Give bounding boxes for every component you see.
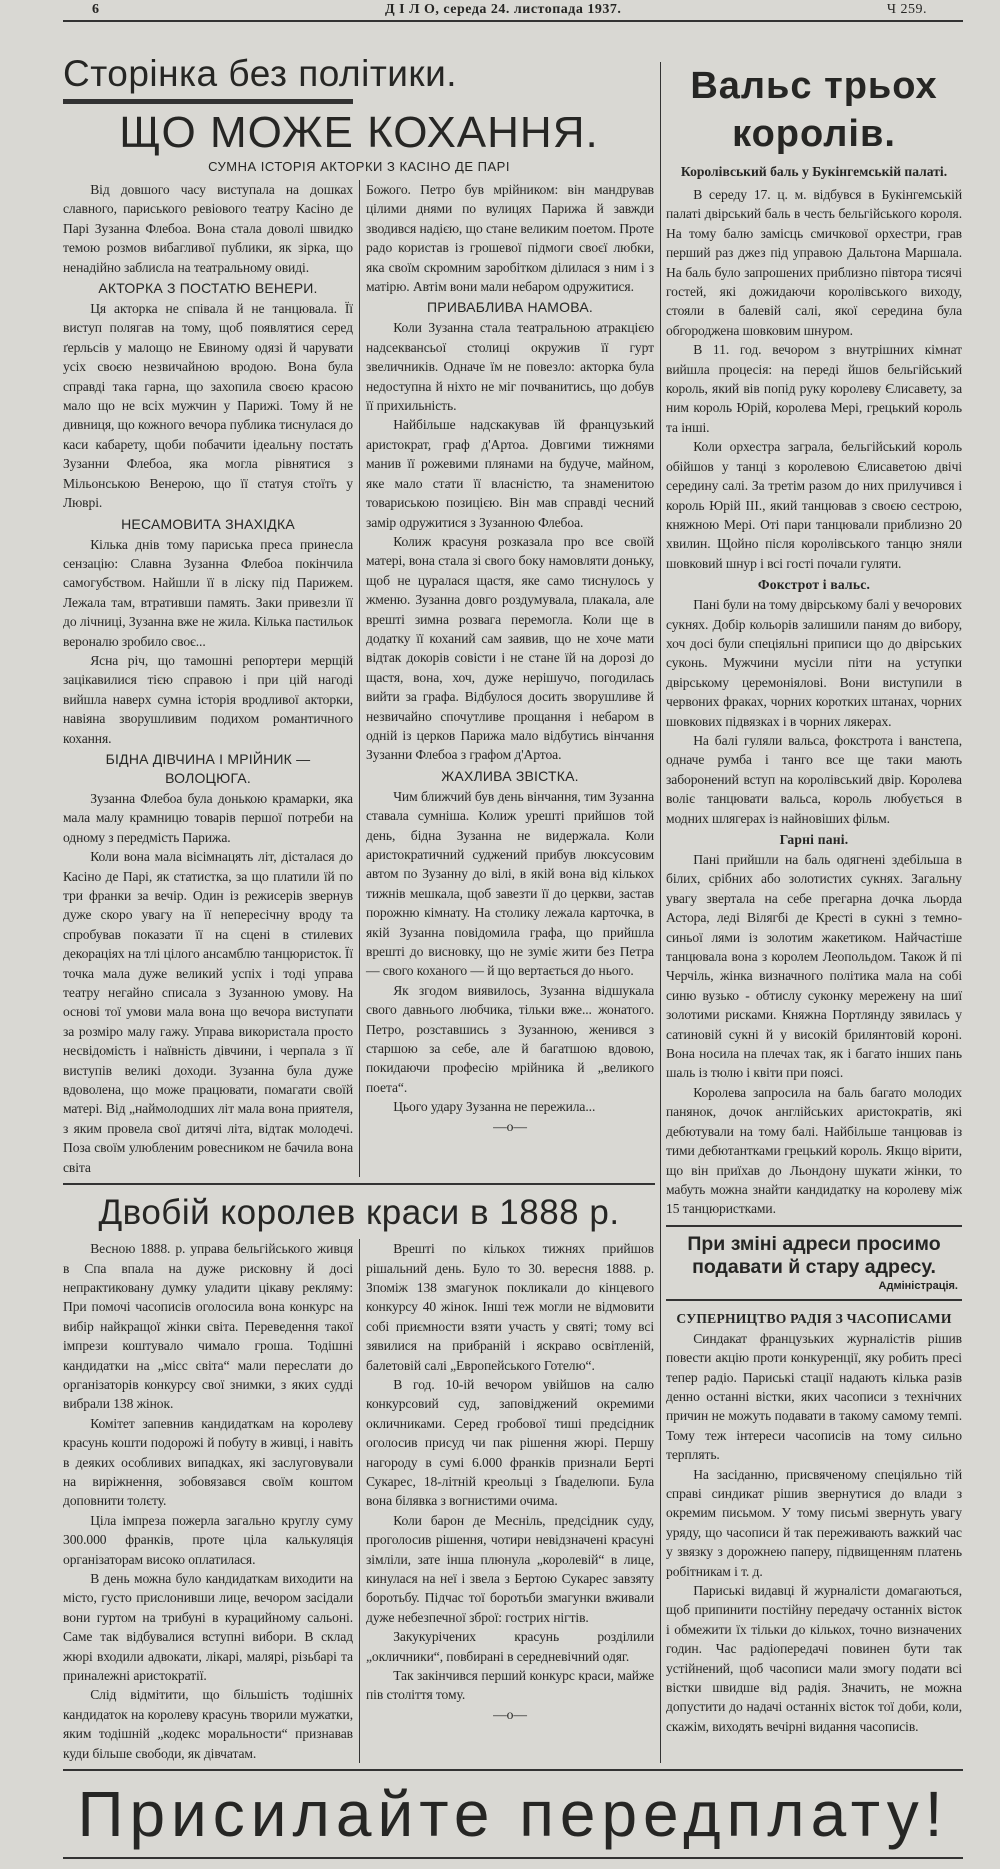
- end-mark: —o—: [493, 1706, 527, 1722]
- paragraph: Як згодом виявилось, Зузанна відшукала свого давнього любчика, тільки вже... жонатого. Петро, розставшись з Зузанною, женився з старшою за себе, але й багатшою вдовою, покидаючи професію мрійника й „великого поета“.: [366, 982, 654, 1095]
- section-title-underline: [63, 99, 353, 104]
- paragraph: Божого. Петро був мрійником: він мандрував цілими днями по вулицях Парижа й завжди зводився надією, що стане великим поетом. Проте радо користав із грошевої підмоги своєї любки, яка своїм скромним заробітком ділилася з ним і з матірю. Автім вони мали небаром одружитися.: [366, 182, 654, 295]
- newspaper-page: [63, 0, 963, 1869]
- article1-column-1: [63, 180, 353, 1177]
- paragraph: Кілька днів тому париська преса принесла сензацію: Славна Зузанна Флебоа покінчила самогубством. Найшли її в ліску під Парижем. Лежала там, втративши память. Заки привезли її до лічниці, Зузанна вже не жила. Кілька пастильок вероналю зробило своє...: [63, 536, 353, 649]
- section-heading: СУПЕРНИЦТВО РАДІЯ З ЧАСОПИСАМИ: [676, 1310, 952, 1326]
- paragraph: Комітет запевнив кандидаткам на королеву красунь кошти подорожі й побуту в живці, і навіть в деяких особливих випадках, які заслуговували на виріжнення, зобовязався своїм коштом доповнити толєту.: [63, 1415, 353, 1509]
- section-heading: ЖАХЛИВА ЗВІСТКА.: [441, 767, 579, 784]
- column-divider: [359, 1239, 360, 1763]
- article2-columns: [63, 1239, 655, 1763]
- paragraph: Від довшого часу виступала на дошках славного, париського ревіового театру Касіно де Парі Зузанна Флебоа. Вона стала доволі швидко темою розмов вибагливої публики, як зірка, що ненадійно заблисла на театральному овиді.: [63, 182, 353, 275]
- section-heading: НЕСАМОВИТА ЗНАХІДКА: [121, 515, 295, 532]
- paragraph: Закукурічених красунь розділили „окличники“, повбирані в середневічний одяг.: [366, 1629, 654, 1664]
- paragraph: Коли орхестра заграла, бельгійський король обійшов у танці з королевою Єлисаветою двічі середину салі. За третім разом до них прилучився і король Юрій ІІІ., який танцював з своєю сестрою, княжною Мері. Оті пари танцювали приблизно 20 хвилин. Щойно після королівського танцю зняли шовковий шнур і всі гості почали гуляти.: [666, 439, 962, 571]
- article-subtitle: СУМНА ІСТОРІЯ АКТОРКИ З КАСІНО ДЕ ПАРІ: [208, 159, 510, 174]
- column-divider: [660, 62, 661, 1763]
- paragraph: Коли вона мала вісімнацять літ, дісталася до Касіно де Парі, як статистка, за що платили їй по три франки за вечір. Один із режисерів звернув дуже скоро увагу на її непересічну вроду та спробував показати її на сцені в стилевих декораціях на тлі цілого ансамблю танцюристок. Її точка мала дуже великий успіх і тоді управа театру негайно списала з Зузанною умову. На основі тої умови мала вона що вечора виступати за розміро малу гажу. Управа використала просто несвідомість і наївність дівчини, і черпала з її виступів великі доходи. Зузанна була дуже вдоволена, що може працювати, помагати своїй матері. Від „наймолодших літ мала вона приятеля, з яким провела свої дитячі літа, відтак молодечі. Поза своїм улюбленим ровесником не бачила вона світа: [63, 849, 353, 1175]
- article2-column-1: [63, 1239, 353, 1763]
- section-heading: Гарні пані.: [779, 832, 849, 847]
- paragraph: Цього удару Зузанна не пережила...: [393, 1099, 596, 1115]
- paragraph: Пані прийшли на баль одягнені здебільша в білих, срібних або золотистих сукнях. Загальну увагу звертала на себе прегарна дочка льорда Астора, леді Вілягбі де Кресті в сукні з темно-синьої лями із золотим жакетиком. Найчастіше танцювала вона з королем Леопольдом. Також й пі Черчіль, жінка визначного політика мала на собі синю вузько - обтислу суконку мережену на шиї золотими рисками. Княжна Портлянду зявилась у сатиновій сукні й у високій брилянтовій короні. Вона носила на плечах так, як і багато інших пань шаль із тюлю і квіти при поясі.: [666, 852, 962, 1081]
- notice-rule-top: [666, 1225, 962, 1227]
- paragraph: Ціла імпреза пожерла загально круглу суму 300.000 франків, проте ціла калькуляція організаторам високо оплатилася.: [63, 1512, 353, 1567]
- page-number: 6: [92, 2, 100, 17]
- radio-article-column: [666, 1307, 962, 1737]
- notice-signature: Адміністрація.: [878, 1279, 958, 1292]
- paragraph: Чим ближчий був день вінчання, тим Зузанна ставала сумніша. Колиж урешті прийшов той день, бідна Зузанна не видержала. Коли аристократичний суджений прибув люксусовим автом по Зузанну до вілі, в якій вона від кількох тижнів мешкала, щоб завезти її до церкви, застав порожню кімнату. На столику лежала карточка, в якій Зузанна повідомила графа, що прийшла врешті до висновку, що не зуміє жити без Петра — свого коханого — й що вертається до нього.: [366, 788, 654, 979]
- paragraph: Ясна річ, що тамошні репортери мерщій зацікавилися тією справою і при цій нагоді вийшла наверх сумна історія вродливої акторки, навіяна зворушливим подихом романтичного кохання.: [63, 652, 353, 746]
- section-heading: ПРИВАБЛИВА НАМОВА.: [427, 299, 593, 316]
- notice-text: При зміні адреси просимо подавати й стару адресу.: [687, 1232, 941, 1278]
- article-title: Вальс трьох королів.: [690, 65, 938, 155]
- end-mark: —o—: [493, 1118, 527, 1134]
- paragraph: На балі гуляли вальса, фокстрота і ванстепа, одначе румба і танго все ще таки мають заборонений вступ на королівський двір. Королева воліє танцювати вальса, король любується в модних шлягерах із найновіших фільм.: [666, 732, 962, 826]
- page-body: [63, 22, 963, 1763]
- paragraph: Найбільше надскакував їй французький аристократ, граф д'Артоа. Довгими тижнями манив її рожевими плянами на будуче, майном, яке мало стати її власністю, та знаменитою товариською позицією. Він мав справді чесний замір одружитися з Зузанною Флебоа.: [366, 417, 654, 530]
- section-heading: Фокстрот і вальс.: [757, 577, 871, 593]
- section-heading: БІДНА ДІВЧИНА І МРІЙНИК — ВОЛОЦЮГА.: [105, 750, 311, 786]
- paragraph: Слід відмітити, що більшість тодішніх кандидаток на королеву красунь творили мужатки, яким тодішній „кодекс моральности“ признавав куди більше свободи, як дівчатам.: [63, 1687, 353, 1761]
- paragraph: Зузанна Флебоа була донькою крамарки, яка мала малу крамницю товарів першої потреби на одному з передмість Парижа.: [63, 790, 353, 845]
- paragraph: Колиж красуня розказала про все своїй матері, вона стала зі свого боку намовляти доньку, щоб не цуралася щастя, яке само тиснулось у жменю. Зузанна довго роздумувала, плакала, але врешті зимна розвага перемогла. Коли ще в додатку її коханий сам заявив, що не хоче мати відтак докорів совісти і не стане їй на дорозі до щастя, вона, хоч, дуже нерішучо, погодилась вийти за графа. Відбулося досить зворушливе й незвичайно спочутливе прощання і небаром в одній із церков Парижа мало відбутись вінчання Зузанни Флебоа з графом д'Артоа.: [366, 533, 654, 763]
- paragraph: Весною 1888. р. управа бельгійського живця в Спа впала на дуже рисковну й досі непрактиковану думку уладити цікаву рекляму: При помочі часописів оголосила вона конкурс на вибір найкращої жінки світа. Переведення такої імпрези коштувало чимало гроша. Тодішні кандидатки на „місс світа“ мали переслати до організаторів конкурсу свої знимки, з яких судді вибрали 138 жінок.: [63, 1241, 353, 1412]
- paragraph: Ця акторка не співала й не танцювала. Її виступ полягав на тому, щоб появлятися серед ґерльсів у малощо не Евиному одязі й чарувати усіх своєю незвичайною вродою. Вона була справді така гарна, що захопила своєю красою мало що не всіх мужчин у Парижі. Тому й не дивниця, що кожного вечора публика тиснулася до каси кабарету, щоби побачити ідеальну постать Зузанни Флебоа, яка могла рівнятися з Мільонською Венерою, що її статуя стоїть у Люврі.: [63, 301, 353, 511]
- address-notice: [666, 1233, 962, 1293]
- paragraph: В год. 10-ій вечором увійшов на салю конкурсовий суд, заповіджений окремими окличниками. Серед гробової тиші предсідник оголосив присуд чи пак рішення жюрі. Першу нагороду в сумі 6.000 франків признали Берті Сукарес, 18-літній креольці з Ґваделюпи. Була вона білявка з вогнистими очима.: [366, 1376, 654, 1509]
- paragraph: Врешті по кількох тижнях прийшов рішальний день. Було то 30. вересня 1888. р. Зпоміж 138 змагунок покликали до кінцевого конкурсу 40 жінок. Інші теж могли не відмовити собі приємности взяти участь у святі; тому всі зявилися на прибраній і яскраво освітленій, балетовій салі „Европейського Готелю“.: [366, 1241, 654, 1373]
- paragraph: В середу 17. ц. м. відбувся в Букінгемській палаті двірський баль в честь бельгійського короля. На тому балю замісць смичкової орхестри, грав перший раз джез під управою Дальтона Маршала. На баль було запрошених приблизно півтора тисячі гостей, які дожидаючи королівського виходу, стояли в балевій салі, якої середина була обгороджена шовковим шнуром.: [666, 187, 962, 338]
- right-area: [666, 22, 962, 1736]
- paragraph: Так закінчився перший конкурс краси, майже пів століття тому.: [366, 1668, 654, 1703]
- paragraph: На засіданню, присвяченому спеціяльно тій справі синдикат рішив звернутися до влади з окремим письмом. У тому письмі звернуть увагу уряду, що часописи й так переживають важкий час у звязку з дорожнею паперу, підвищенням платень робітникам і т. д.: [666, 1466, 962, 1579]
- paragraph: Пані були на тому двірському балі у вечорових сукнях. Добір кольорів залишили паням до вибору, хоч досі були спеціяльні приписи що до двірських суконь. Мужчини мусіли піти на уступки двірському церемоніялові. Вони виступили в червоних фраках, чорних коротких штанах, чорних шовкових підвязках і в чорних лякерах.: [666, 597, 962, 729]
- section-title: Сторінка без політики.: [63, 53, 458, 94]
- paragraph: Коли барон де Месніль, предсідник суду, проголосив рішення, чотири невідзначені красуні зімліли, зате інша плюнула „королевій“ в лице, кинулася на неї і звела з Бертою Сукарес завзяту боротьбу. Підчас тої боротьби змагунки вживали дуже небезпечної зброї: гострих нігтів.: [366, 1512, 654, 1625]
- article-title: ЩО МОЖЕ КОХАННЯ.: [119, 108, 599, 157]
- article1-column-2: [366, 180, 654, 1136]
- paragraph: Королева запросила на баль багато молодих панянок, дочок англійських аристократів, які дебютували на тому балі. Найбільше танцював із тими дебютантками грецький король. Якщо вірити, що він приїхав до Льондону шукати жінки, то мабуть можна знайти кандидатку на королеву між 15 танцюристками.: [666, 1084, 962, 1217]
- right-article-column: [666, 185, 962, 1219]
- masthead-date: Д І Л О, середа 24. листопада 1937.: [385, 2, 622, 17]
- issue-number: Ч 259.: [886, 2, 927, 17]
- paragraph: В день можна було кандидаткам виходити на місто, густо прислонивши лице, вечором засідали вони гуртом на трибуні в курацийному сальоні. Саме так відбувалися вступні вибори. В склад жюрі входили адвокати, лікарі, малярі, різьбарі та приналежні аристократії.: [63, 1571, 353, 1684]
- article1-columns: [63, 180, 655, 1177]
- subscription-banner: Присилайте передплату!: [63, 1769, 963, 1859]
- column-divider: [359, 180, 360, 1177]
- article2-column-2: [366, 1239, 654, 1724]
- paragraph: В 11. год. вечором з внутрішних кімнат вийшла процесія: на переді йшов бельгійський король, який вів попід руку королеву Єлисавету, за ним король Юрій, королева Мері, грецький король та інші.: [666, 342, 962, 435]
- page-header: [63, 2, 963, 22]
- notice-rule-bottom: [666, 1299, 962, 1301]
- left-area: [63, 22, 655, 1763]
- article-divider: [63, 1183, 655, 1185]
- section-heading: АКТОРКА З ПОСТАТЮ ВЕНЕРИ.: [98, 280, 318, 297]
- paragraph: Коли Зузанна стала театральною атракцією надсеквансьої столиці окружив її гурт звеличників. Одначе їм не повезло: акторка була недоступна й ніхто не міг почванитись, що добув її прихильність.: [366, 320, 654, 414]
- paragraph: Синдакат французьких журналістів рішив повести акцію проти конкуренції, яку робить пресі тепер радіо. Париські стації надають кілька разів денно останні вістки, яких часописи з технічних причин не можуть подавати в такому самому темпі. Тому теж інтереси часописів на тому сильно терплять.: [666, 1330, 962, 1463]
- paragraph: Париські видавці й журналісти домагаються, щоб припинити постійну передачу останніх вісток і обмежити їх тільки до кількох, точно визначених годин. Час радіопередачі повинен бути так устійнений, щоб часописи мали змогу подати всі вістки швидше від радія. Значить, не можна допустити до надачі останніх вісток тої доби, коли, скажім, виходять вечірні видання часописів.: [666, 1583, 962, 1734]
- article-title: Двобій королев краси в 1888 р.: [98, 1193, 620, 1233]
- article-subtitle: Королівський баль у Букінгемській палаті.: [680, 164, 948, 179]
